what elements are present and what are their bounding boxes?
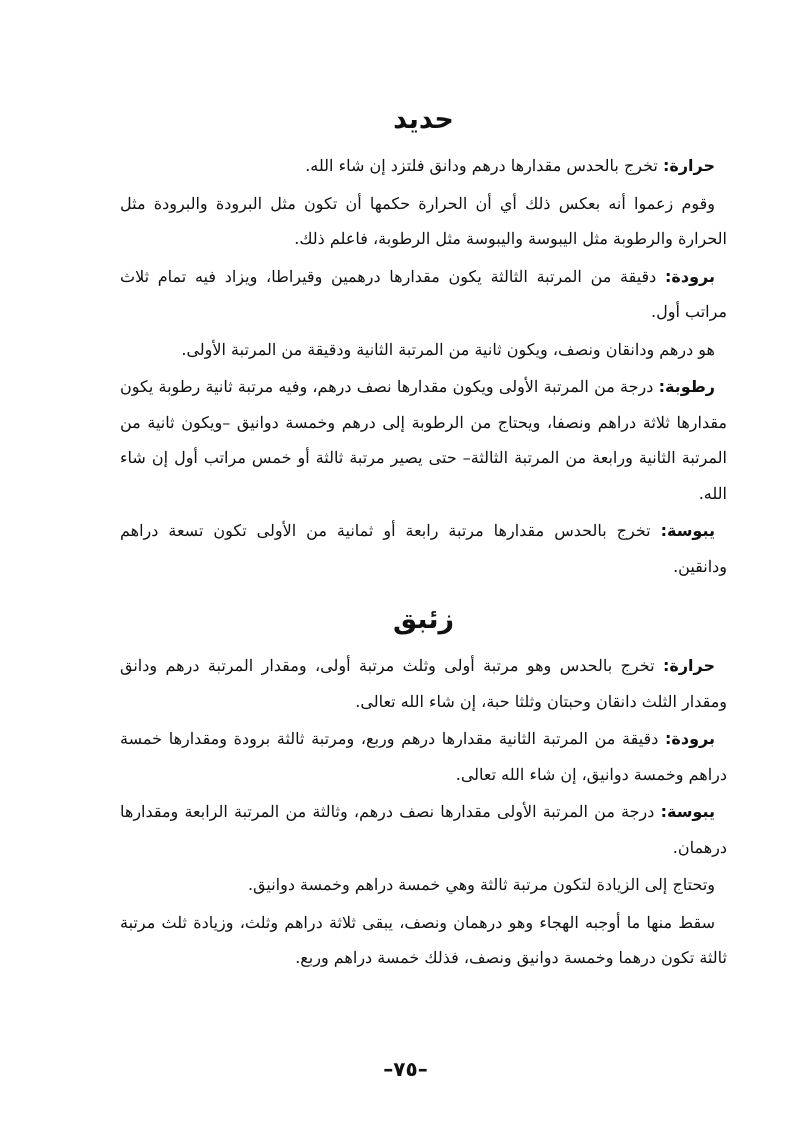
term-label: حرارة: [662,656,715,675]
paragraph-text: دقيقة من المرتبة الثالثة يكون مقدارها درهمين وقيراطا، ويزاد فيه تمام ثلاث مراتب أول. [120,266,727,321]
paragraph-text: تخرج بالحدس وهو مرتبة أولى وثلث مرتبة أولى، ومقدار المرتبة درهم ودانق ومقدار الثلث دانقان وحبتان وثلثا حبة، إن شاء الله تعالى. [120,656,727,711]
paragraph-text: درجة من المرتبة الأولى مقدارها نصف درهم، وثالثة من المرتبة الرابعة ومقدارها درهمان. [120,802,727,857]
paragraph [120,332,727,368]
paragraph [120,721,727,792]
paragraph [120,867,727,903]
paragraph-text: وقوم زعموا أنه بعكس ذلك أي أن الحرارة حكمها أن تكون مثل البرودة والبرودة مثل الحرارة والرطوبة مثل اليبوسة واليبوسة مثل الرطوبة، فاعلم ذلك. [120,193,727,248]
page-content [120,100,727,978]
paragraph [120,794,727,865]
paragraph [120,513,727,584]
page-number: –٧٥– [383,1057,428,1081]
paragraph-text: دقيقة من المرتبة الثانية مقدارها درهم وربع، ومرتبة ثالثة برودة ومقدارها خمسة دراهم وخمسة دوانيق، إن شاء الله تعالى. [120,729,727,784]
paragraph-text: تخرج بالحدس مقدارها مرتبة رابعة أو ثمانية من الأولى تكون تسعة دراهم ودانقين. [120,521,727,576]
section-heading-iron: حديد [393,104,454,135]
term-label: برودة: [665,266,715,286]
section-heading-mercury: زئبق [392,604,455,635]
paragraph-text: هو درهم ودانقان ونصف، ويكون ثانية من المرتبة الثانية ودقيقة من المرتبة الأولى. [181,339,715,359]
term-label: يبوسة: [660,521,715,540]
paragraph [120,186,727,257]
paragraph [120,905,727,976]
paragraph-text: تخرج بالحدس مقدارها درهم ودانق فلتزد إن شاء الله. [305,156,663,175]
paragraph-text: وتحتاج إلى الزيادة لتكون مرتبة ثالثة وهي خمسة دراهم وخمسة دوانيق. [247,875,715,894]
term-label: يبوسة: [660,802,715,821]
term-label: برودة: [665,729,715,748]
paragraph [120,259,727,330]
paragraph [120,648,727,719]
paragraph-text: سقط منها ما أوجبه الهجاء وهو درهمان ونصف، يبقى ثلاثة دراهم وثلث، وزيادة ثلث مرتبة ثالثة تكون درهما وخمسة دوانيق ونصف، فذلك خمسة دراهم وربع. [120,912,727,967]
paragraph-text: درجة من المرتبة الأولى ويكون مقدارها نصف درهم، وفيه مرتبة ثانية رطوبة يكون مقدارها ثلاثة دراهم ونصفا، ويحتاج من الرطوبة إلى درهم وخمسة دوانيق –ويكون ثانية من المرتبة الثانية ورابعة من المرتبة الثالثة– حتى يصير مرتبة ثالثة أو خمس مراتب أول إن شاء الله. [120,377,728,503]
term-label: حرارة: [662,156,715,175]
paragraph [120,148,727,184]
term-label: رطوبة: [658,377,715,396]
paragraph [120,369,727,511]
